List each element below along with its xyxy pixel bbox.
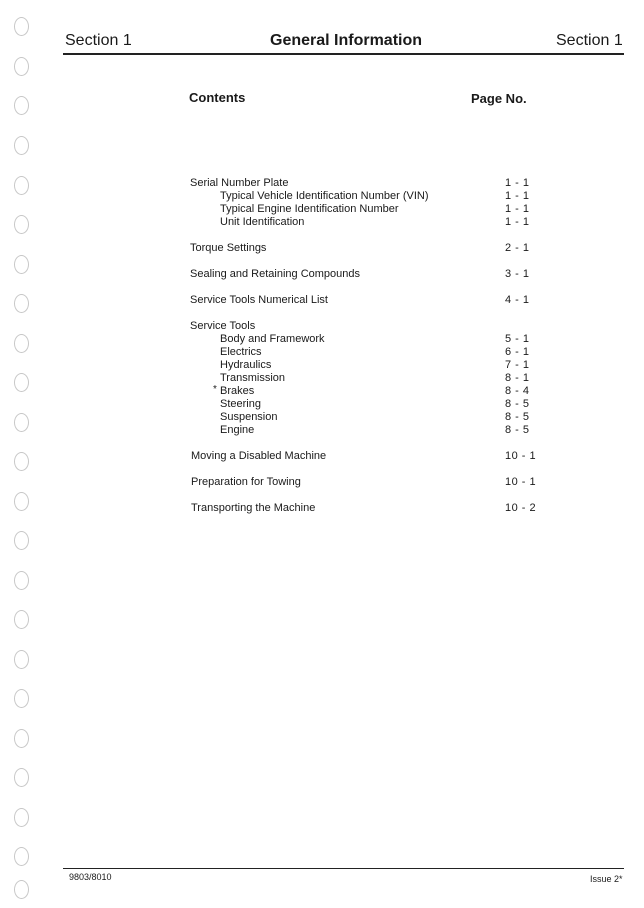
toc-entry [0,424,644,437]
toc-entry [0,203,644,216]
toc-entry [0,411,644,424]
toc-entry-label: Transmission [220,372,285,384]
contents-heading: Contents [189,90,246,105]
toc-entry-page: 8 - 4 [505,385,530,397]
toc-entry-label: Unit Identification [220,216,305,228]
toc-entry-label: Moving a Disabled Machine [191,450,327,462]
footer-divider [63,868,624,869]
toc-entry [0,372,644,385]
page-number-heading: Page No. [471,91,527,106]
toc-entry-label: Typical Engine Identification Number [220,203,399,215]
toc-entry [0,333,644,346]
toc-entry [0,450,644,463]
page-title: General Information [270,32,423,49]
toc-entry-page: 1 - 1 [505,203,530,215]
toc-entry-label: Torque Settings [190,242,267,254]
toc-entry [0,359,644,372]
toc-entry-label: Electrics [220,346,262,358]
toc-entry-page: 1 - 1 [505,177,530,189]
toc-entry [0,502,644,515]
toc-entry [0,177,644,190]
toc-entry-page: 10 - 1 [505,476,537,488]
toc-entry-page: 8 - 5 [505,411,530,423]
toc-entry-page: 2 - 1 [505,242,530,254]
toc-entry-label: Body and Framework [220,333,325,345]
toc-entry-label: Preparation for Towing [191,476,301,488]
toc-entry [0,242,644,255]
toc-entry [0,398,644,411]
toc-entry [0,268,644,281]
toc-entry [0,385,644,398]
toc-entry [0,294,644,307]
toc-entry-page: 8 - 5 [505,424,530,436]
toc-entry-label: Serial Number Plate [190,177,289,189]
section-label-left: Section 1 [65,32,132,49]
toc-entry [0,190,644,203]
revision-marker: * [213,384,217,395]
toc-entry-page: 4 - 1 [505,294,530,306]
toc-entry-page: 10 - 2 [505,502,537,514]
toc-entry-label: Suspension [220,411,278,423]
toc-entry-page: 1 - 1 [505,216,530,228]
toc-entry-page: 8 - 1 [505,372,530,384]
toc-entry-label: Steering [220,398,261,410]
document-number: 9803/8010 [69,872,112,882]
toc-entry [0,476,644,489]
toc-entry-page: 5 - 1 [505,333,530,345]
toc-entry-label: Engine [220,424,255,436]
toc-entry-label: Transporting the Machine [191,502,316,514]
toc-entry-label: Hydraulics [220,359,272,371]
issue-label: Issue 2* [590,874,623,884]
toc-entry-page: 3 - 1 [505,268,530,280]
toc-entry [0,346,644,359]
toc-entry-page: 6 - 1 [505,346,530,358]
toc-entry-label: Service Tools [190,320,256,332]
toc-entry-label: Brakes [220,385,255,397]
toc-entry-label: Sealing and Retaining Compounds [190,268,361,280]
toc-entry [0,320,644,333]
toc-entry-page: 7 - 1 [505,359,530,371]
toc-entry [0,216,644,229]
toc-entry-page: 10 - 1 [505,450,537,462]
toc-entry-label: Typical Vehicle Identification Number (VIN) [220,190,429,202]
section-label-right: Section 1 [556,32,623,49]
toc-entry-page: 1 - 1 [505,190,530,202]
toc-entry-page: 8 - 5 [505,398,530,410]
toc-entry-label: Service Tools Numerical List [190,294,328,306]
